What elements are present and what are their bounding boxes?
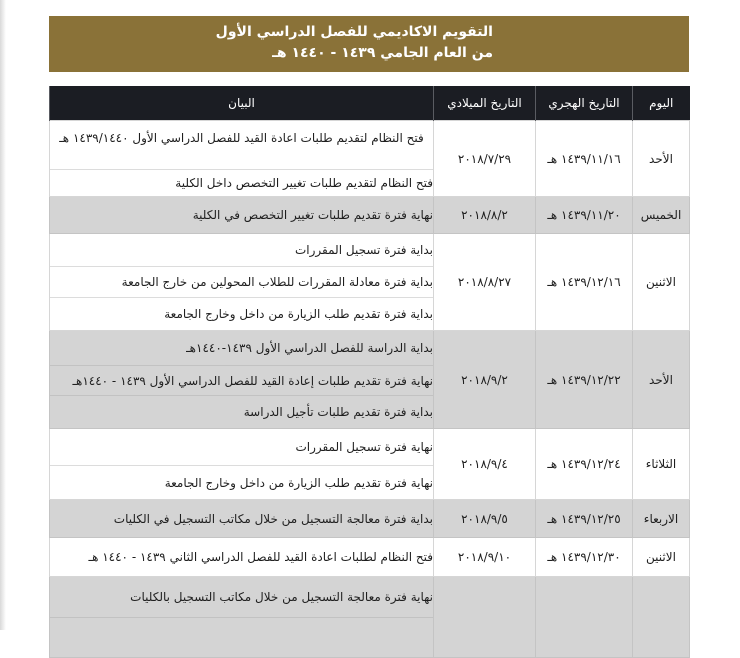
statement-cell xyxy=(50,500,434,538)
statement-cell xyxy=(50,234,434,331)
day-cell xyxy=(633,577,690,658)
statement-item xyxy=(50,617,433,657)
hijri-date-cell: ١٤٣٩/١٢/٢٥ هـ xyxy=(536,500,633,538)
table-row xyxy=(50,331,690,429)
statement-cell xyxy=(50,429,434,500)
hijri-date-cell: ١٤٣٩/١١/٢٠ هـ xyxy=(536,197,633,234)
table-header-row xyxy=(50,86,690,121)
day-cell: الثلاثاء xyxy=(633,429,690,500)
statement-item: بداية فترة تسجيل المقررات xyxy=(295,243,433,257)
calendar-title-banner xyxy=(49,16,689,72)
gregorian-date-cell xyxy=(434,577,536,658)
statement-item: بداية الدراسة للفصل الدراسي الأول ١٤٣٩-١٤٤٠هـ xyxy=(186,341,433,355)
hijri-date-cell: ١٤٣٩/١٢/٣٠ هـ xyxy=(536,538,633,577)
statement-item: فتح النظام لتقديم طلبات اعادة القيد للفصل الدراسي الأول ١٤٣٩/١٤٤٠ هـ xyxy=(59,131,424,145)
hijri-date-cell xyxy=(536,577,633,658)
banner-subtitle: من العام الجامي ١٤٣٩ - ١٤٤٠ هـ xyxy=(272,45,493,61)
statement-item: فتح النظام لتقديم طلبات تغيير التخصص داخل الكلية xyxy=(50,169,433,196)
header-hijri-date: التاريخ الهجري xyxy=(536,86,633,121)
gregorian-date-cell: ٢٠١٨/٧/٢٩ xyxy=(434,121,536,197)
banner-title: التقويم الاكاديمي للفصل الدراسي الأول xyxy=(215,24,493,40)
hijri-date-cell: ١٤٣٩/١٢/٢٢ هـ xyxy=(536,331,633,429)
statement-item: بداية فترة معادلة المقررات للطلاب المحولين من خارج الجامعة xyxy=(50,266,433,297)
statement-item: نهاية فترة تسجيل المقررات xyxy=(295,440,433,454)
gregorian-date-cell: ٢٠١٨/٩/٤ xyxy=(434,429,536,500)
table-row xyxy=(50,500,690,538)
page-edge-shadow xyxy=(0,0,6,630)
statement-item: بداية فترة معالجة التسجيل من خلال مكاتب التسجيل في الكليات xyxy=(113,511,433,526)
statement-item: نهاية فترة تقديم طلب الزيارة من داخل وخارج الجامعة xyxy=(50,465,433,499)
statement-item: نهاية فترة تقديم طلبات إعادة القيد للفصل الدراسي الأول ١٤٣٩ - ١٤٤٠هـ xyxy=(50,365,433,395)
hijri-date-cell: ١٤٣٩/١٢/١٦ هـ xyxy=(536,234,633,331)
statement-item: نهاية فترة تقديم طلبات تغيير التخصص في الكلية xyxy=(192,208,433,222)
day-cell: الخميس xyxy=(633,197,690,234)
header-statement: البيان xyxy=(50,86,434,121)
day-cell: الاثنين xyxy=(633,538,690,577)
day-cell: الأحد xyxy=(633,331,690,429)
table-row xyxy=(50,538,690,577)
statement-item: نهاية فترة معالجة التسجيل من خلال مكاتب التسجيل بالكليات xyxy=(130,590,433,604)
statement-cell xyxy=(50,577,434,658)
gregorian-date-cell: ٢٠١٨/٩/٥ xyxy=(434,500,536,538)
header-day: اليوم xyxy=(633,86,690,121)
statement-cell xyxy=(50,538,434,577)
academic-calendar-table xyxy=(49,86,690,658)
statement-item: بداية فترة تقديم طلب الزيارة من داخل وخارج الجامعة xyxy=(50,297,433,330)
gregorian-date-cell: ٢٠١٨/٩/١٠ xyxy=(434,538,536,577)
table-row xyxy=(50,121,690,197)
day-cell: الاثنين xyxy=(633,234,690,331)
table-row xyxy=(50,577,690,658)
gregorian-date-cell: ٢٠١٨/٩/٢ xyxy=(434,331,536,429)
table-row xyxy=(50,429,690,500)
statement-item: بداية فترة تقديم طلبات تأجيل الدراسة xyxy=(50,395,433,428)
header-gregorian-date: التاريخ الميلادي xyxy=(434,86,536,121)
gregorian-date-cell: ٢٠١٨/٨/٢٧ xyxy=(434,234,536,331)
day-cell: الأحد xyxy=(633,121,690,197)
table-row xyxy=(50,197,690,234)
statement-cell xyxy=(50,197,434,234)
hijri-date-cell: ١٤٣٩/١٢/٢٤ هـ xyxy=(536,429,633,500)
statement-cell xyxy=(50,331,434,429)
day-cell: الاربعاء xyxy=(633,500,690,538)
statement-item: فتح النظام لطلبات اعادة القيد للفصل الدراسي الثاني ١٤٣٩ - ١٤٤٠ هـ xyxy=(88,550,433,564)
hijri-date-cell: ١٤٣٩/١١/١٦ هـ xyxy=(536,121,633,197)
table-row xyxy=(50,234,690,331)
gregorian-date-cell: ٢٠١٨/٨/٢ xyxy=(434,197,536,234)
statement-cell xyxy=(50,121,434,197)
